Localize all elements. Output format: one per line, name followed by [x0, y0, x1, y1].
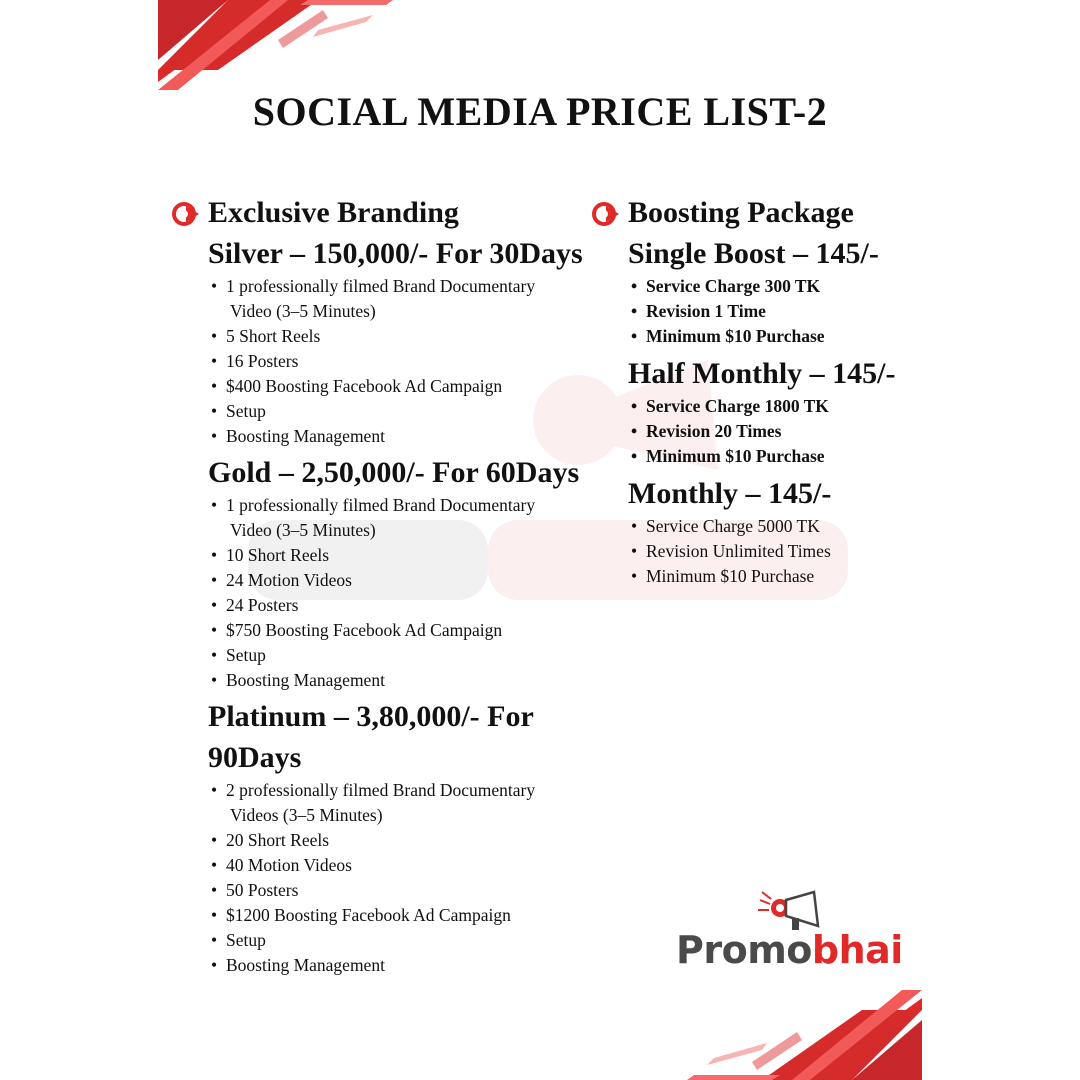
list-item: • 10 Short Reels	[226, 543, 610, 568]
megaphone-icon	[756, 890, 826, 932]
boosting-package-section	[590, 193, 920, 589]
list-item: • $400 Boosting Facebook Ad Campaign	[226, 374, 610, 399]
list-item: • Boosting Management	[226, 424, 610, 449]
list-item: • 5 Short Reels	[226, 324, 610, 349]
list-item: • Boosting Management	[226, 668, 610, 693]
list-item: • Setup	[226, 399, 610, 424]
section-heading-label: Exclusive Branding	[208, 196, 459, 229]
list-item: • Minimum $10 Purchase	[646, 444, 920, 469]
logo-part-promo: Promo	[676, 928, 812, 972]
list-item-continued	[226, 803, 610, 828]
section-heading	[170, 193, 610, 233]
arrow-circle-icon	[170, 199, 200, 229]
tier-gold-title: Gold – 2,50,000/- For 60Days	[208, 456, 580, 489]
exclusive-branding-section	[170, 193, 610, 978]
tier-gold-list	[170, 493, 610, 693]
section-heading-label: Boosting Package	[628, 196, 854, 229]
corner-stripes-bottom	[682, 990, 922, 1080]
page-title: SOCIAL MEDIA PRICE LIST-2	[252, 89, 828, 134]
list-item: • Revision 1 Time	[646, 299, 920, 324]
list-item: • 1 professionally filmed Brand Documentary	[226, 493, 610, 518]
tier-platinum-list	[170, 778, 610, 978]
list-item: • Service Charge 5000 TK	[646, 514, 920, 539]
promobhai-logo	[676, 890, 903, 985]
list-item: • $750 Boosting Facebook Ad Campaign	[226, 618, 610, 643]
tier-monthly-title: Monthly – 145/-	[628, 477, 832, 510]
list-item: • Service Charge 1800 TK	[646, 394, 920, 419]
section-heading	[590, 193, 920, 233]
list-item: • 24 Posters	[226, 593, 610, 618]
tier-half-monthly-list	[590, 394, 920, 469]
tier-monthly-list	[590, 514, 920, 589]
price-list-page	[158, 0, 922, 1080]
arrow-circle-icon	[590, 199, 620, 229]
list-item: • Revision 20 Times	[646, 419, 920, 444]
tier-platinum-title: Platinum – 3,80,000/- For 90Days	[208, 700, 534, 774]
list-item: • Setup	[226, 643, 610, 668]
list-item: • 40 Motion Videos	[226, 853, 610, 878]
list-item: • 1 professionally filmed Brand Documentary	[226, 274, 610, 299]
list-item: • Revision Unlimited Times	[646, 539, 920, 564]
list-item: • 50 Posters	[226, 878, 610, 903]
list-item-continued	[226, 299, 610, 324]
logo-wordmark	[676, 928, 903, 972]
list-item-text: Video (3–5 Minutes)	[230, 301, 376, 321]
tier-half-monthly-title: Half Monthly – 145/-	[628, 357, 896, 390]
list-item: • 16 Posters	[226, 349, 610, 374]
list-item: • 20 Short Reels	[226, 828, 610, 853]
list-item: • Minimum $10 Purchase	[646, 564, 920, 589]
list-item-text: Videos (3–5 Minutes)	[230, 805, 383, 825]
list-item-continued	[226, 518, 610, 543]
list-item: • Boosting Management	[226, 953, 610, 978]
list-item: • Setup	[226, 928, 610, 953]
list-item: • 24 Motion Videos	[226, 568, 610, 593]
tier-silver-list	[170, 274, 610, 449]
tier-silver-title: Silver – 150,000/- For 30Days	[208, 237, 583, 270]
list-item: • Minimum $10 Purchase	[646, 324, 920, 349]
tier-single-boost-list	[590, 274, 920, 349]
tier-single-boost-title: Single Boost – 145/-	[628, 237, 879, 270]
corner-stripes-top	[158, 0, 398, 90]
list-item: • 2 professionally filmed Brand Documentary	[226, 778, 610, 803]
list-item: • $1200 Boosting Facebook Ad Campaign	[226, 903, 610, 928]
list-item: • Service Charge 300 TK	[646, 274, 920, 299]
logo-part-bhai: bhai	[811, 928, 903, 972]
list-item-text: Video (3–5 Minutes)	[230, 520, 376, 540]
